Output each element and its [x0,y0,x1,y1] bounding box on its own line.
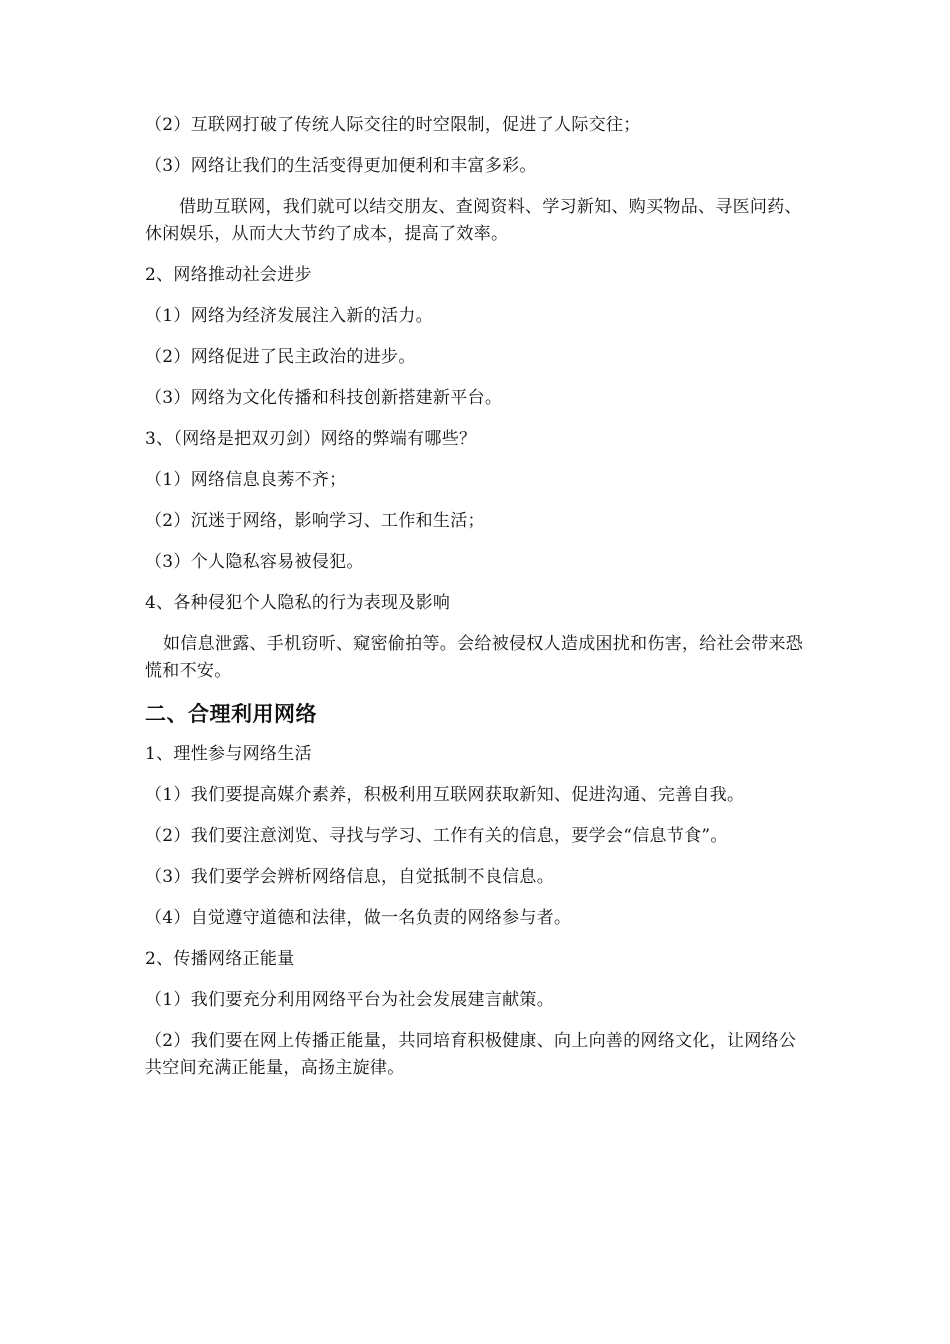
list-item: （3）我们要学会辨析网络信息，自觉抵制不良信息。 [145,867,555,887]
list-item: （3）个人隐私容易被侵犯。 [145,552,364,572]
body-paragraph: 借助互联网，我们就可以结交朋友、查阅资料、学习新知、购买物品、寻医问药、休闲娱乐，从而大大节约了成本，提高了效率。 [145,197,802,244]
list-item: （3）网络为文化传播和科技创新搭建新平台。 [145,388,503,408]
list-item: （2）我们要注意浏览、寻找与学习、工作有关的信息，要学会“信息节食”。 [145,826,728,846]
list-item: （1）网络信息良莠不齐； [145,470,347,490]
list-item: （4）自觉遵守道德和法律，做一名负责的网络参与者。 [145,908,572,928]
list-item: （1）网络为经济发展注入新的活力。 [145,306,433,326]
body-paragraph: 如信息泄露、手机窃听、窥密偷拍等。会给被侵权人造成困扰和伤害，给社会带来恐慌和不安。 [145,634,804,681]
list-item: （3）网络让我们的生活变得更加便利和丰富多彩。 [145,156,537,176]
list-item: （1）我们要提高媒介素养，积极利用互联网获取新知、促进沟通、完善自我。 [145,785,745,805]
subheading: 2、传播网络正能量 [145,949,295,969]
subheading: 1、理性参与网络生活 [145,744,312,764]
list-item: （1）我们要充分利用网络平台为社会发展建言献策。 [145,990,555,1010]
subheading: 2、网络推动社会进步 [145,265,312,285]
list-item: （2）沉迷于网络，影响学习、工作和生活； [145,511,485,531]
document-body [145,112,810,1096]
subheading: 3、（网络是把双刃剑）网络的弊端有哪些？ [145,429,477,449]
subheading: 4、各种侵犯个人隐私的行为表现及影响 [145,593,451,613]
list-item: （2）互联网打破了传统人际交往的时空限制，促进了人际交往； [145,115,641,135]
list-item: （2）我们要在网上传播正能量，共同培育积极健康、向上向善的网络文化，让网络公共空间充满正能量，高扬主旋律。 [145,1031,797,1078]
list-item: （2）网络促进了民主政治的进步。 [145,347,416,367]
section-heading: 二、合理利用网络 [145,701,317,726]
